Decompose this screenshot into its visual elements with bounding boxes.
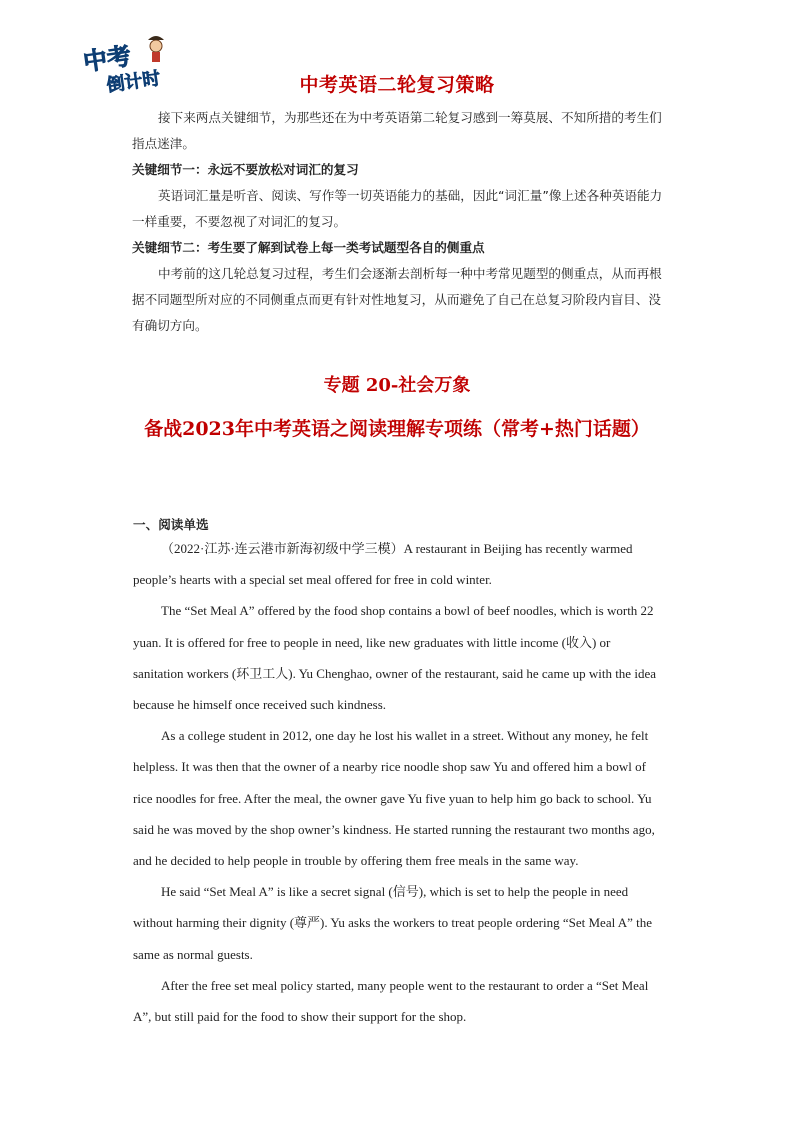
topic-title: 备战2023年中考英语之阅读理解专项练（常考+热门话题） — [144, 418, 650, 440]
topic-subtitle: 专题 20-社会万象 — [323, 375, 471, 396]
passage-paragraph: After the free set meal policy started, many people went to the restaurant to order a “Set Meal A”, but still paid for the food to show their support for the shop. — [133, 977, 649, 1025]
intro-paragraph: 接下来两点关键细节，为那些还在为中考英语第二轮复习感到一筹莫展、不知所措的考生们指点迷津。 — [132, 110, 662, 151]
key-point-heading: 关键细节一：永远不要放松对词汇的复习 — [132, 162, 359, 177]
reading-passage — [133, 533, 663, 1032]
intro-paragraph: 中考前的这几轮总复习过程，考生们会逐渐去剖析每一种中考常见题型的侧重点，从而再根据不同题型所对应的不同侧重点而更有针对性地复习，从而避免了自己在总复习阶段内盲目、没有确切方向。 — [132, 266, 662, 333]
svg-text:中考: 中考 — [82, 41, 133, 77]
passage-paragraph: As a college student in 2012, one day he lost his wallet in a street. Without any money, he felt helpless. It was then that the owner of a nearby rice noodle shop saw Yu and offered him a bowl of rice noodles for free. After the meal, the owner gave Yu five yuan to help him go back to school. Yu said he was moved by the shop owner’s kindness. He started running the restaurant two months ago, and he decided to help people in trouble by offering them free meals in the same way. — [133, 728, 655, 869]
passage-paragraph: He said “Set Meal A” is like a secret signal (信号), which is set to help the people in need without harming their dignity (尊严). Yu asks the workers to treat people ordering “Set Meal A” the same as normal guests. — [133, 884, 653, 962]
page-title: 中考英语二轮复习策略 — [299, 74, 495, 96]
section-heading: 一、阅读单选 — [133, 517, 209, 532]
passage-paragraph: （2022·江苏·连云港市新海初级中学三模）A restaurant in Beijing has recently warmed people’s hearts with a special set meal offered for free in cold winter. — [133, 541, 633, 588]
key-point-heading: 关键细节二：考生要了解到试卷上每一类考试题型各自的侧重点 — [132, 240, 485, 255]
intro-paragraph: 英语词汇量是听音、阅读、写作等一切英语能力的基础，因此“词汇量”像上述各种英语能力一样重要，不要忽视了对词汇的复习。 — [132, 188, 663, 229]
intro-section — [132, 105, 667, 339]
passage-paragraph: The “Set Meal A” offered by the food shop contains a bowl of beef noodles, which is worth 22 yuan. It is offered for free to people in need, like new graduates with little income (收入) or sanitation workers (环卫工人). Yu Chenghao, owner of the restaurant, said he came up with the idea because he himself once received such kindness. — [133, 603, 656, 713]
svg-text:倒计时: 倒计时 — [105, 68, 162, 94]
